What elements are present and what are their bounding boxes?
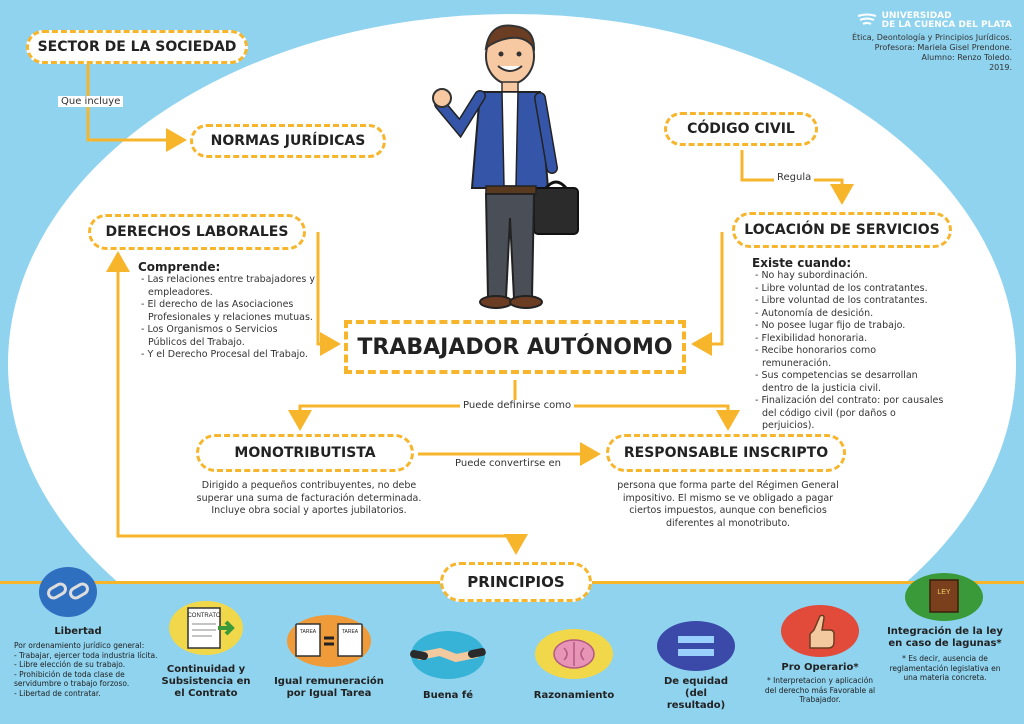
tarea-icon-text: TAREA [299,629,317,635]
existe-block [752,256,948,433]
principle-igual-remuneracion: Igual remuneración por Igual Tarea [274,676,384,699]
integracion-description: * Es decir, ausencia de reglamentación legislativa en una materia concreta. [889,654,1001,682]
principle-continuidad: Continuidad y Subsistencia en el Contrato [161,664,251,699]
university-line1: UNIVERSIDAD [881,11,952,21]
principle-libertad: Libertad [54,626,102,637]
node-normas-juridicas: NORMAS JURÍDICAS [190,124,386,158]
worker-illustration [430,18,590,318]
list-item: - Libre voluntad de los contratantes. [755,295,928,306]
edge-label-puede-definirse: Puede definirse como [460,400,574,411]
edge-label-que-incluye: Que incluye [58,96,123,107]
list-item: - Finalización del contrato: por causales del código civil (por daños o perjuicios). [755,395,944,431]
arrow-locacion-trabajador [694,232,722,344]
list-item: - Flexibilidad honoraria. [755,332,868,344]
principle-buena-fe: Buena fé [422,690,473,701]
node-sector-sociedad: SECTOR DE LA SOCIEDAD [26,30,248,64]
node-responsable-inscripto: RESPONSABLE INSCRIPTO [606,434,846,472]
comprende-title: Comprende: [138,260,221,274]
node-monotributista: MONOTRIBUTISTA [196,434,414,472]
credit-line: Alumno: Renzo Toledo. [921,53,1012,62]
law-book-icon [904,572,984,622]
libertad-intro: Por ordenamiento jurídico general: [14,641,145,650]
monotributista-description: Dirigido a pequeños contribuyentes, no debe superar una suma de facturación determinada. Incluye obra social y aportes jubilatorios. [196,480,422,516]
credit-line: 2019. [989,63,1012,72]
edge-label-regula: Regula [774,172,814,183]
credit-line: Profesora: Mariela Gisel Prendone. [874,43,1012,52]
pro-operario-description: * Interpretacion y aplicación del derecho más Favorable al Trabajador. [764,676,876,704]
law-book-icon-text: LEY [937,589,951,596]
list-item: - Recibe honorarios como remuneración. [755,345,877,369]
list-item: - Y el Derecho Procesal del Trabajo. [141,349,308,360]
equals-icon [656,620,736,672]
contract-icon [168,600,244,656]
principle-integracion: Integración de la ley en caso de lagunas* [887,626,1003,649]
list-item: - Trabajar, ejercer toda industria lícita. [14,650,158,660]
brain-icon [534,628,614,680]
comprende-block [138,260,318,362]
node-locacion-servicios: LOCACIÓN DE SERVICIOS [732,212,952,248]
list-item: - Autonomía de desición. [755,307,874,319]
responsable-description: persona que forma parte del Régimen General impositivo. El mismo se ve obligado a pagar ciertos impuestos, aunque con beneficios diferentes al monotributo. [617,480,839,529]
university-line2: DE LA CUENCA DEL PLATA [881,20,1012,30]
principle-razonamiento: Razonamiento [533,690,615,701]
edge-label-puede-convertirse: Puede convertirse en [452,458,564,469]
node-trabajador-autonomo: TRABAJADOR AUTÓNOMO [344,320,686,374]
broken-chain-icon [38,566,98,618]
list-item: - Libertad de contratar. [14,688,101,698]
list-item: - No hay subordinación. [755,270,868,281]
list-item: - Libre elección de su trabajo. [14,660,126,669]
list-item: - No posee lugar fijo de trabajo. [755,320,906,331]
equal-pay-icon [286,614,372,668]
existe-title: Existe cuando: [752,256,852,270]
node-codigo-civil: CÓDIGO CIVIL [664,112,818,146]
list-item: - Prohibición de toda clase de servidumbre o trabajo forzoso. [14,669,130,688]
credits [812,12,1012,73]
contract-icon-text: CONTRATO [187,613,221,619]
tarea-icon-text: TAREA [341,629,359,635]
handshake-icon [410,630,486,680]
principle-equidad: De equidad (del resultado) [663,676,729,711]
arrow-derechos-trabajador [318,232,338,344]
list-item: - Las relaciones entre trabajadores y empleadores. [141,274,315,298]
university-logo-icon [856,13,878,29]
comprende-list [138,274,318,362]
university-logo [812,12,1012,30]
node-principios: PRINCIPIOS [440,562,592,602]
list-item: - El derecho de las Asociaciones Profesionales y relaciones mutuas. [141,299,313,323]
list-item: - Sus competencias se desarrollan dentro de la justicia civil. [755,370,918,394]
thumbs-up-icon [780,604,860,658]
libertad-description [14,641,174,698]
existe-list [752,270,948,433]
node-derechos-laborales: DERECHOS LABORALES [88,214,306,250]
list-item: - Libre voluntad de los contratantes. [755,282,928,294]
credit-line: Ética, Deontología y Principios Jurídicos. [851,33,1012,42]
list-item: - Los Organismos o Servicios Públicos del Trabajo. [141,324,278,348]
principle-pro-operario: Pro Operario* [781,662,859,673]
